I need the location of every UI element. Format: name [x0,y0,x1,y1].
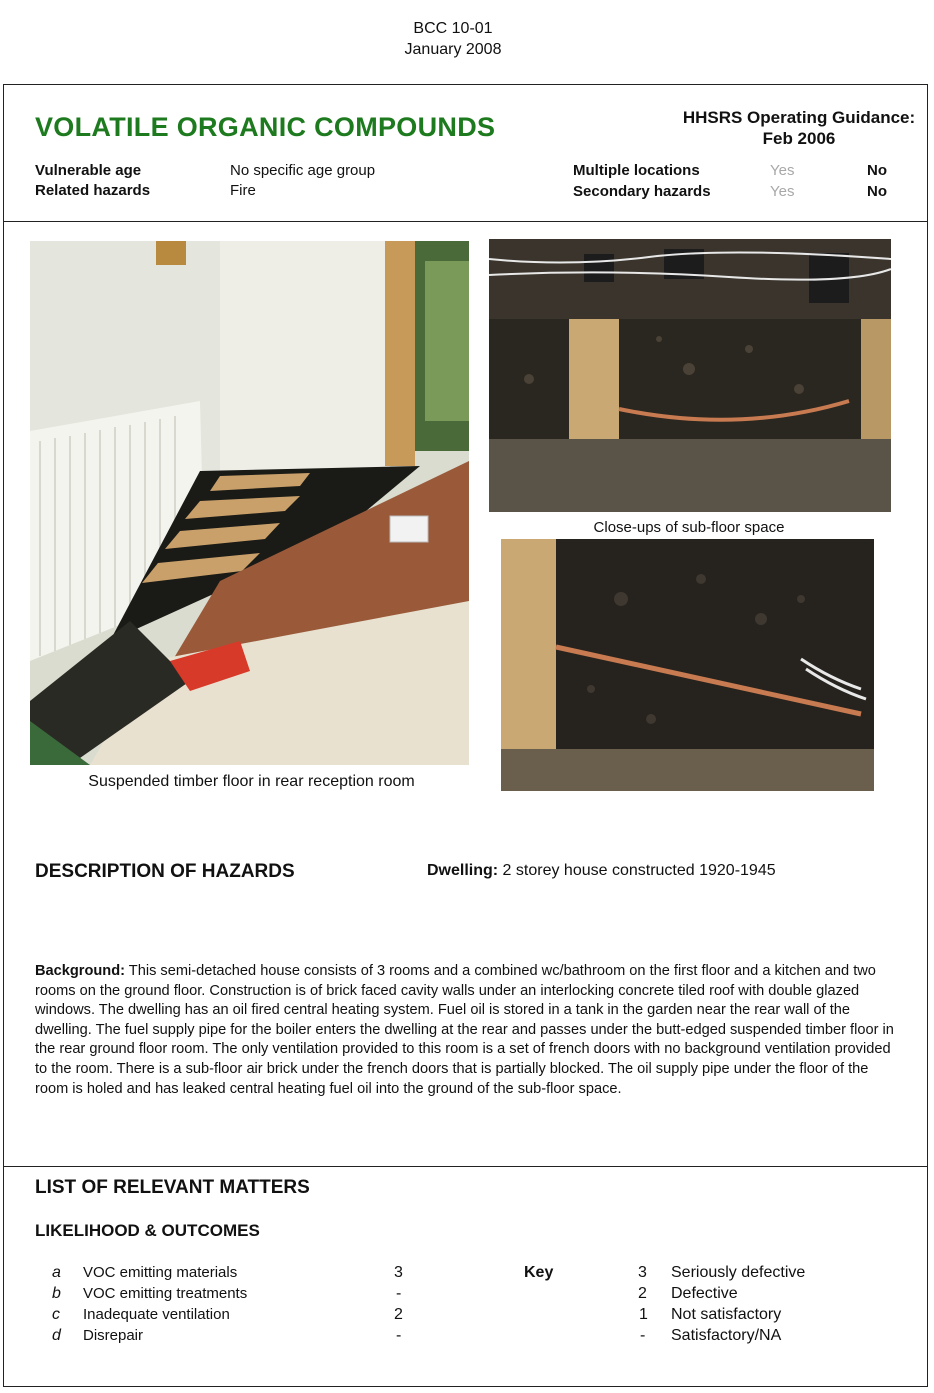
photo-subfloor-closeup-2 [501,539,874,791]
matter-letter: a [52,1264,61,1281]
related-hazards-value: Fire [230,182,256,199]
guidance-reference [668,107,930,149]
document-date: January 2008 [404,41,502,58]
background-text: This semi-detached house consists of 3 rooms and a combined wc/bathroom on the first floor and a kitchen and two rooms on the ground floor. Construction is of brick faced cavity walls under an interlocking concrete tiled roof with double glazed windows. The dwelling has an oil fired central heating system. Fuel oil is stored in a tank in the garden near the rear wall of the dwelling. The fuel supply pipe for the boiler enters the dwelling at the rear and passes under the butt-edged suspended timber floor in the rear ground floor room. The only ventilation provided to this room is a set of french doors with no background ventilation provided to the room. There is a sub-floor air brick under the french doors that is partially blocked. The oil supply pipe under the floor of the room is holed and has leaked central heating fuel oil into the ground of the sub-floor space. [35,963,894,1097]
divider-header [3,221,928,222]
likelihood-outcomes-title: LIKELIHOOD & OUTCOMES [35,1221,260,1240]
matter-label: Disrepair [83,1327,144,1344]
key-meaning: Seriously defective [671,1264,806,1281]
caption-subfloor-closeups: Close-ups of sub-floor space [593,519,785,536]
related-hazards-label: Related hazards [35,182,151,199]
background-label: Background: [35,963,125,979]
guidance-line-2: Feb 2006 [762,129,836,148]
matter-letter: c [52,1306,60,1323]
guidance-line-1: HHSRS Operating Guidance: [682,108,916,127]
description-title: DESCRIPTION OF HAZARDS [35,861,295,882]
vulnerable-age-value: No specific age group [230,162,376,179]
matter-label: VOC emitting materials [83,1264,238,1281]
secondary-hazards-yes: Yes [770,183,795,200]
document-header [0,18,906,60]
vulnerable-age-label: Vulnerable age [35,162,142,179]
key-code: 1 [639,1306,648,1323]
dwelling-line [427,862,776,880]
key-label: Key [524,1264,554,1281]
dwelling-value: 2 storey house constructed 1920-1945 [498,862,776,879]
photo-subfloor-closeup-2-illustration [501,539,874,791]
key-code: 2 [638,1285,647,1302]
multiple-locations-no: No [867,162,887,179]
matter-value: - [396,1285,402,1302]
matter-letter: d [52,1327,61,1344]
matter-value: 3 [394,1264,403,1281]
multiple-locations-yes: Yes [770,162,795,179]
matter-value: - [396,1327,402,1344]
caption-timber-floor: Suspended timber floor in rear reception room [88,773,415,790]
matter-value: 2 [394,1306,403,1323]
key-meaning: Satisfactory/NA [671,1327,782,1344]
page-title: VOLATILE ORGANIC COMPOUNDS [35,112,496,142]
key-code: - [640,1327,646,1344]
key-code: 3 [638,1264,647,1281]
multiple-locations-label: Multiple locations [573,162,700,179]
photo-timber-floor-illustration [30,241,469,765]
secondary-hazards-label: Secondary hazards [573,183,711,200]
divider-matters [3,1166,928,1167]
document-code: BCC 10-01 [413,20,493,37]
matter-label: Inadequate ventilation [83,1306,230,1323]
dwelling-label: Dwelling: [427,862,499,879]
matter-label: VOC emitting treatments [83,1285,248,1302]
secondary-hazards-no: No [867,183,887,200]
background-paragraph [35,962,900,1099]
matters-title: LIST OF RELEVANT MATTERS [35,1177,310,1198]
photo-subfloor-closeup-1-illustration [489,239,891,512]
matter-letter: b [52,1285,61,1302]
key-meaning: Defective [671,1285,738,1302]
photo-timber-floor [30,241,469,765]
key-meaning: Not satisfactory [671,1306,782,1323]
photo-subfloor-closeup-1 [489,239,891,512]
